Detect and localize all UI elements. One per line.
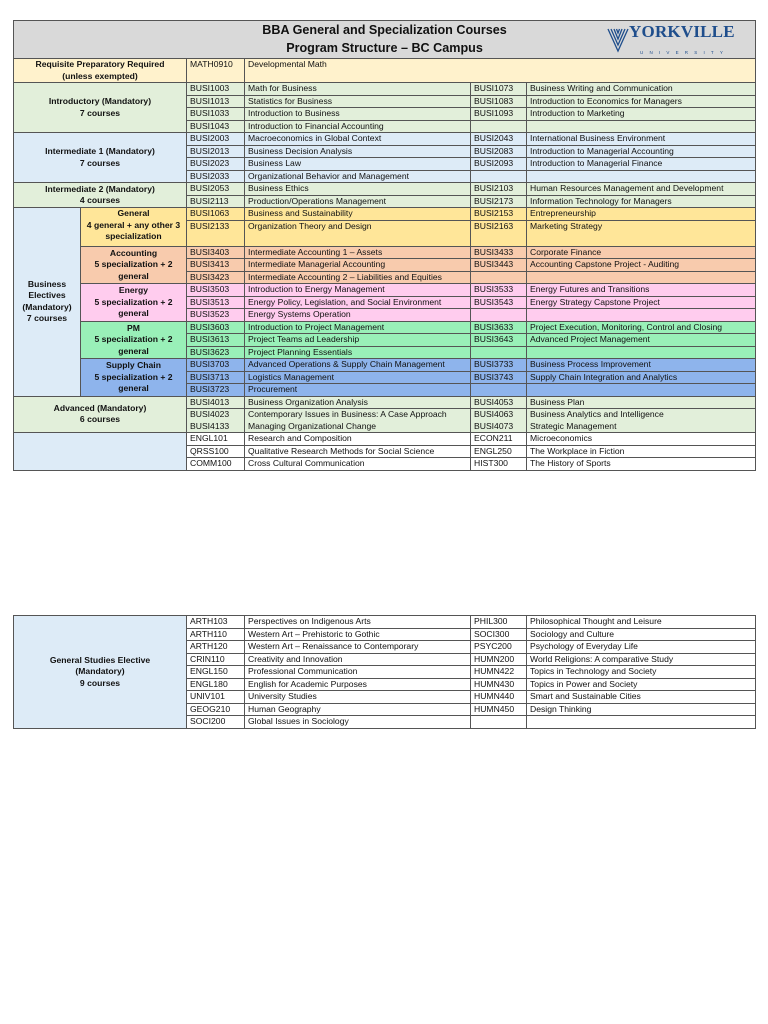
course-name [527,271,756,284]
table-row [14,396,756,409]
course-code: BUSI1073 [471,83,527,96]
course-code: HUMN200 [471,653,527,666]
section-label-empty [14,433,187,471]
course-name: Logistics Management [245,371,471,384]
course-code [471,309,527,322]
course-code [471,120,527,133]
course-code: SOCI300 [471,628,527,641]
table-row [14,433,756,446]
course-code: BUSI3443 [471,259,527,272]
course-code: BUSI2023 [187,158,245,171]
course-name: The Workplace in Fiction [527,445,756,458]
course-name: Topics in Power and Society [527,678,756,691]
course-name: Managing Organizational Change [245,421,471,433]
course-code: MATH0910 [187,59,245,83]
section-title: Introductory (Mandatory) [48,96,152,106]
course-name: Business Analytics and Intelligence [527,409,756,421]
course-name: Business Process Improvement [527,359,756,372]
course-name: The History of Sports [527,458,756,471]
course-code: BUSI3633 [471,321,527,334]
course-code: ECON211 [471,433,527,446]
course-name: Western Art – Prehistoric to Gothic [245,628,471,641]
course-code: BUSI2113 [187,195,245,208]
course-code: BUSI2053 [187,183,245,196]
course-name: Production/Operations Management [245,195,471,208]
course-name: Psychology of Everyday Life [527,641,756,654]
course-name: Project Planning Essentials [245,346,471,359]
table-row [14,321,756,334]
header-row [14,21,756,59]
course-name: Smart and Sustainable Cities [527,691,756,704]
section-title-line: (Mandatory) [22,301,72,312]
course-code: BUSI1013 [187,95,245,108]
course-code: ENGL250 [471,445,527,458]
section-label-prereq: Requisite Preparatory Required (unless exempted) [14,59,187,83]
course-name: Intermediate Accounting 2 – Liabilities and Equities [245,271,471,284]
table-row [14,133,756,146]
course-name: Developmental Math [245,59,756,83]
section-count: 7 courses [79,157,121,168]
course-code: UNIV101 [187,691,245,704]
specialization-label-energy [81,284,187,322]
course-code: BUSI1093 [471,108,527,121]
course-name: Human Geography [245,703,471,716]
table-row [14,59,756,83]
course-code: CRIN110 [187,653,245,666]
course-code: BUSI3733 [471,359,527,372]
table-row [14,246,756,259]
section-label-general-studies [14,616,187,729]
course-name: Energy Systems Operation [245,309,471,322]
course-name: Strategic Management [527,421,756,433]
course-name: Global Issues in Sociology [245,716,471,729]
table-row [14,83,756,96]
course-code: BUSI2003 [187,133,245,146]
section-label-introductory [14,83,187,133]
course-code: BUSI3623 [187,346,245,359]
course-name: Advanced Project Management [527,334,756,347]
course-name: Business Law [245,158,471,171]
course-code [471,384,527,397]
course-code: PSYC200 [471,641,527,654]
section-count: 6 courses [79,414,121,425]
logo-mark-icon [607,27,629,53]
course-name: Statistics for Business [245,95,471,108]
course-name: Creativity and Innovation [245,653,471,666]
program-structure-table [13,20,756,471]
course-name: Introduction to Managerial Finance [527,158,756,171]
course-name: Energy Policy, Legislation, and Social Environment [245,296,471,309]
course-code: BUSI1003 [187,83,245,96]
course-name: Macroeconomics in Global Context [245,133,471,146]
course-name: Energy Strategy Capstone Project [527,296,756,309]
course-code: BUSI4073 [471,421,527,433]
course-code: BUSI3723 [187,384,245,397]
course-name: Intermediate Accounting 1 – Assets [245,246,471,259]
specialization-title: Supply Chain [106,360,161,370]
specialization-rule: 5 specialization + 2 general [94,371,173,393]
course-code: BUSI2153 [471,208,527,221]
specialization-title: General [117,208,150,218]
course-code: BUSI3613 [187,334,245,347]
course-name: Research and Composition [245,433,471,446]
course-code: BUSI2103 [471,183,527,196]
title-line-1: BBA General and Specialization Courses [262,23,507,37]
course-code: ARTH120 [187,641,245,654]
section-title-line: Business [27,278,67,289]
section-title: Intermediate 1 (Mandatory) [45,146,155,156]
course-name: Business Organization Analysis [245,396,471,409]
course-code: ARTH110 [187,628,245,641]
course-code: HUMN450 [471,703,527,716]
section-title: General Studies Elective (Mandatory) [49,654,151,676]
course-code: BUSI4063 [471,409,527,421]
table-row [14,183,756,196]
course-name: Design Thinking [527,703,756,716]
course-code: SOCI200 [187,716,245,729]
table-row [14,208,756,221]
course-code: BUSI4133 [187,421,245,433]
course-code: BUSI1063 [187,208,245,221]
specialization-rule: 4 general + any other 3 specialization [86,219,181,241]
section-label-intermediate1 [14,133,187,183]
specialization-label-accounting [81,246,187,284]
course-name: Introduction to Financial Accounting [245,120,471,133]
course-name: Professional Communication [245,666,471,679]
course-code [471,716,527,729]
course-code: BUSI4023 [187,409,245,421]
course-name [527,120,756,133]
course-code: BUSI4013 [187,396,245,409]
course-name: Introduction to Marketing [527,108,756,121]
section-count: 9 courses [79,677,121,688]
course-code: BUSI3433 [471,246,527,259]
specialization-rule: 5 specialization + 2 general [94,296,173,318]
course-name [527,346,756,359]
course-name: Project Teams ad Leadership [245,334,471,347]
course-code: BUSI4053 [471,396,527,409]
course-code: COMM100 [187,458,245,471]
course-code: BUSI2173 [471,195,527,208]
course-code: HUMN440 [471,691,527,704]
course-name: English for Academic Purposes [245,678,471,691]
course-code: BUSI2093 [471,158,527,171]
specialization-rule: 5 specialization + 2 general [94,259,173,281]
course-name: Energy Futures and Transitions [527,284,756,297]
yorkville-logo [607,22,735,55]
course-code: BUSI1033 [187,108,245,121]
course-name: Philosophical Thought and Leisure [527,616,756,629]
course-code: ARTH103 [187,616,245,629]
course-code: BUSI2163 [471,220,527,246]
course-code: BUSI3413 [187,259,245,272]
course-code: PHIL300 [471,616,527,629]
course-name: Information Technology for Managers [527,195,756,208]
course-name: Contemporary Issues in Business: A Case Approach [245,409,471,421]
course-name: University Studies [245,691,471,704]
course-code: BUSI3643 [471,334,527,347]
course-code [471,271,527,284]
course-name: Corporate Finance [527,246,756,259]
logo-name: YORKVILLE [629,22,735,41]
section-count: 7 courses [79,107,121,118]
section-title: Advanced (Mandatory) [53,402,147,413]
course-code: ENGL150 [187,666,245,679]
course-name: Business Plan [527,396,756,409]
specialization-title: Energy [118,285,149,295]
course-name [527,309,756,322]
course-code: BUSI1043 [187,120,245,133]
course-code: BUSI3703 [187,359,245,372]
specialization-label-supply [81,359,187,397]
course-name: Business Writing and Communication [527,83,756,96]
specialization-title: Accounting [109,247,158,258]
title-line-2: Program Structure – BC Campus [286,41,483,55]
course-name: Business Decision Analysis [245,145,471,158]
course-code: BUSI3423 [187,271,245,284]
course-name: Sociology and Culture [527,628,756,641]
course-name: Advanced Operations & Supply Chain Management [245,359,471,372]
section-title-line: 7 courses [26,313,68,324]
section-title: Intermediate 2 (Mandatory) [45,183,155,194]
specialization-label-general [81,208,187,247]
course-name [527,716,756,729]
course-name: Western Art – Renaissance to Contemporary [245,641,471,654]
course-code [471,170,527,183]
logo-subtitle: UNIVERSITY [640,50,730,55]
course-code: BUSI3503 [187,284,245,297]
course-code: QRSS100 [187,445,245,458]
course-code: BUSI3533 [471,284,527,297]
course-code: BUSI3403 [187,246,245,259]
general-studies-table [13,615,756,729]
course-name: Organization Theory and Design [245,220,471,246]
course-name: Topics in Technology and Society [527,666,756,679]
course-name: Marketing Strategy [527,220,756,246]
course-name: Business and Sustainability [245,208,471,221]
course-name: Project Execution, Monitoring, Control and Closing [527,321,756,334]
course-code: BUSI2043 [471,133,527,146]
course-name: Introduction to Project Management [245,321,471,334]
course-code: BUSI2033 [187,170,245,183]
course-name: Intermediate Managerial Accounting [245,259,471,272]
specialization-title: PM [127,322,140,333]
course-code: BUSI2133 [187,220,245,246]
course-name: Entrepreneurship [527,208,756,221]
course-name: Introduction to Business [245,108,471,121]
course-name: Accounting Capstone Project - Auditing [527,259,756,272]
section-label-advanced [14,396,187,433]
course-name: Supply Chain Integration and Analytics [527,371,756,384]
course-code: HUMN422 [471,666,527,679]
table-row [14,359,756,372]
course-name: Procurement [245,384,471,397]
course-code: BUSI3713 [187,371,245,384]
section-label-intermediate2 [14,183,187,208]
course-code: ENGL180 [187,678,245,691]
course-name: Qualitative Research Methods for Social Science [245,445,471,458]
section-title-line: Electives [28,290,66,301]
course-code: BUSI1083 [471,95,527,108]
course-name: Introduction to Energy Management [245,284,471,297]
course-name: Math for Business [245,83,471,96]
table-row [14,616,756,629]
course-code: BUSI2083 [471,145,527,158]
course-code: HUMN430 [471,678,527,691]
course-name: Cross Cultural Communication [245,458,471,471]
specialization-rule: 5 specialization + 2 general [94,334,173,356]
section-label-electives [14,208,81,397]
course-code: BUSI3513 [187,296,245,309]
section-count: 4 courses [79,195,121,205]
course-code [471,346,527,359]
course-name: Organizational Behavior and Management [245,170,471,183]
course-name [527,170,756,183]
course-name: Introduction to Managerial Accounting [527,145,756,158]
course-name: Business Ethics [245,183,471,196]
course-code: BUSI3523 [187,309,245,322]
course-code: ENGL101 [187,433,245,446]
course-name: Microeconomics [527,433,756,446]
course-name: Human Resources Management and Development [527,183,756,196]
course-name: World Religions: A comparative Study [527,653,756,666]
course-code: GEOG210 [187,703,245,716]
page-header [14,21,756,59]
course-code: BUSI3743 [471,371,527,384]
course-code: BUSI3543 [471,296,527,309]
table-row [14,284,756,297]
course-name: International Business Environment [527,133,756,146]
course-name: Perspectives on Indigenous Arts [245,616,471,629]
specialization-label-pm [81,321,187,359]
course-code: BUSI2013 [187,145,245,158]
course-name [527,384,756,397]
course-name: Introduction to Economics for Managers [527,95,756,108]
course-code: HIST300 [471,458,527,471]
course-code: BUSI3603 [187,321,245,334]
